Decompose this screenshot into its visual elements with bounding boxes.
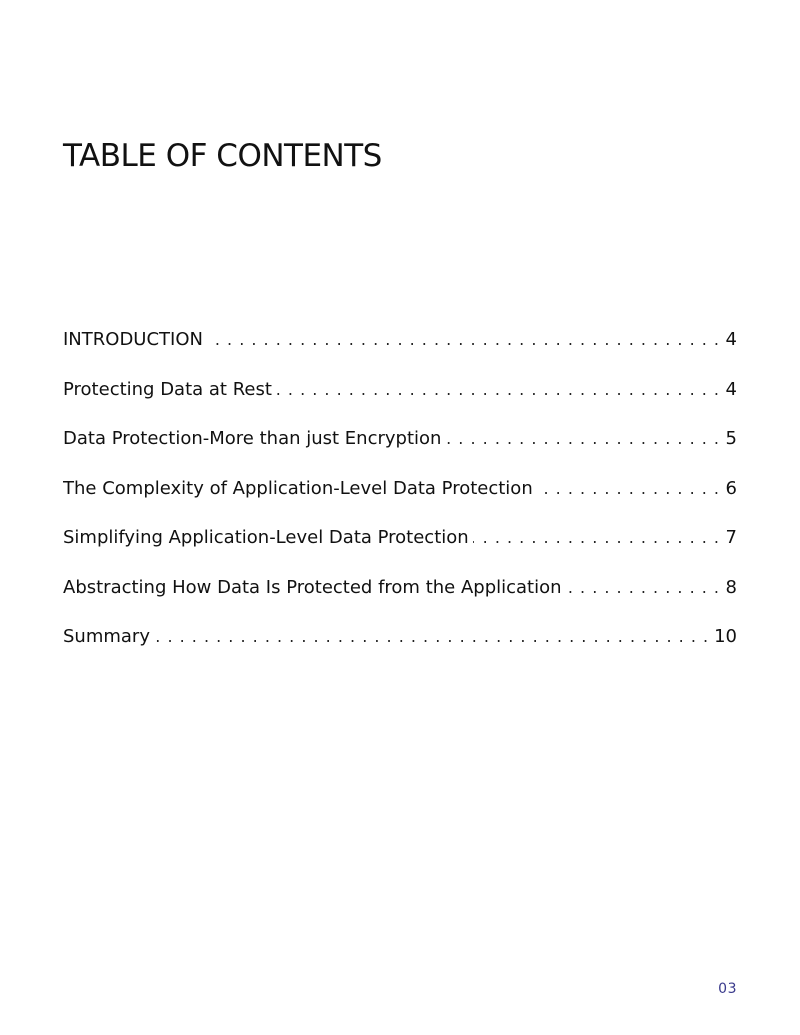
toc-entry-label: INTRODUCTION [63, 329, 203, 350]
toc-entry-label: Protecting Data at Rest [63, 378, 272, 400]
toc-entry-protecting-data-at-rest[interactable] [63, 377, 737, 427]
toc-entry-label: Simplifying Application-Level Data Protection [63, 527, 469, 548]
toc-entry-introduction[interactable] [63, 327, 737, 377]
toc-entry-label: Summary [63, 626, 150, 647]
toc-entry-page: 6 [725, 477, 737, 499]
toc-dot-leader [566, 575, 719, 601]
toc-entry-page: 4 [725, 378, 737, 400]
toc-entry-page: 8 [725, 576, 737, 598]
toc-entry-page: 10 [714, 626, 737, 647]
page-number: 03 [718, 981, 737, 997]
toc-dot-leader [207, 327, 719, 353]
toc-entry-summary[interactable] [63, 624, 737, 674]
toc-entry-abstracting-data-protection[interactable] [63, 575, 737, 625]
table-of-contents [63, 327, 737, 674]
toc-dot-leader [473, 525, 719, 551]
toc-entry-page: 4 [725, 329, 737, 350]
toc-entry-label: Data Protection-More than just Encryption [63, 428, 442, 449]
toc-entry-label: Abstracting How Data Is Protected from the Application [63, 576, 562, 598]
page-title: TABLE OF CONTENTS [63, 138, 382, 174]
toc-entry-simplifying-app-level-protection[interactable] [63, 525, 737, 575]
toc-entry-data-protection-more-than-encryption[interactable] [63, 426, 737, 476]
toc-entry-complexity-app-level-protection[interactable] [63, 476, 737, 526]
toc-dot-leader [537, 476, 719, 502]
toc-entry-page: 5 [725, 428, 737, 449]
toc-dot-leader [445, 426, 719, 452]
toc-entry-page: 7 [725, 527, 737, 548]
toc-entry-label: The Complexity of Application-Level Data Protection [63, 477, 533, 499]
toc-dot-leader [154, 624, 708, 650]
toc-dot-leader [276, 377, 719, 403]
